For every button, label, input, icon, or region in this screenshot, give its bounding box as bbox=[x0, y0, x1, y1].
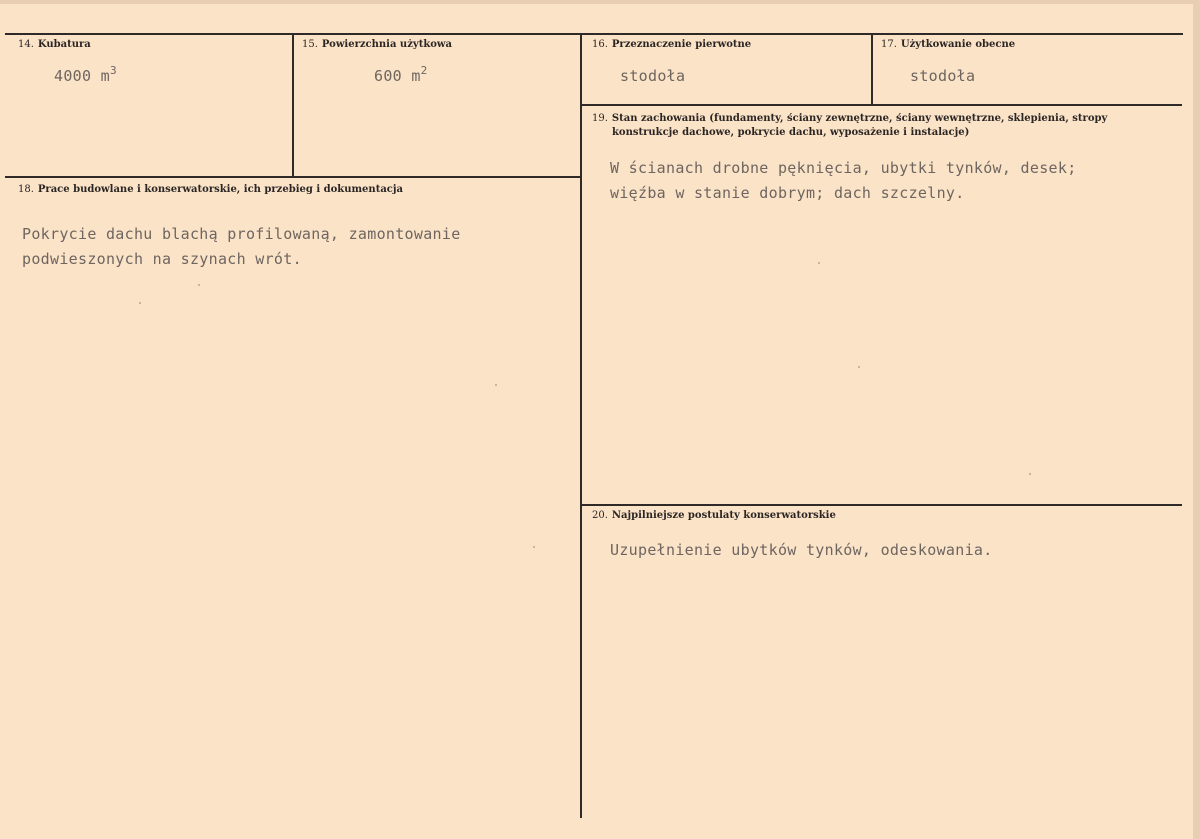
field-19-line1: W ścianach drobne pęknięcia, ubytki tynków, desek; bbox=[610, 159, 1077, 177]
field-19-line2: więźba w stanie dobrym; dach szczelny. bbox=[610, 184, 965, 202]
powierzchnia-value: 600 m bbox=[374, 67, 421, 85]
field-17-label bbox=[881, 38, 1015, 52]
paper-speck bbox=[495, 384, 497, 386]
field-20-label bbox=[592, 509, 836, 523]
field-20-line1: Uzupełnienie ubytków tynków, odeskowania. bbox=[610, 541, 993, 559]
powierzchnia-unit-exponent: 2 bbox=[420, 64, 428, 77]
field-14-value bbox=[54, 64, 117, 88]
field-15-value bbox=[374, 64, 428, 88]
paper-speck bbox=[139, 302, 141, 304]
field-14-number: 14. bbox=[18, 39, 34, 50]
field-20-number: 20. bbox=[592, 510, 608, 521]
field-19-label-line2: konstrukcje dachowe, pokrycie dachu, wyposażenie i instalacje) bbox=[612, 127, 970, 138]
paper-speck bbox=[198, 284, 200, 286]
field-15-title: Powierzchnia użytkowa bbox=[321, 39, 452, 50]
paper-speck bbox=[533, 546, 535, 548]
field-17-title: Użytkowanie obecne bbox=[900, 39, 1016, 50]
top-rule bbox=[5, 33, 1183, 35]
paper-speck bbox=[1029, 473, 1031, 475]
field-18-number: 18. bbox=[18, 184, 34, 195]
field-19-title-line1: Stan zachowania (fundamenty, ściany zewnętrzne, ściany wewnętrzne, sklepienia, stropy bbox=[611, 113, 1108, 124]
rule-above-field-18 bbox=[5, 176, 582, 178]
divider-14-15 bbox=[292, 34, 294, 176]
top-edge bbox=[0, 0, 1199, 4]
right-edge bbox=[1193, 0, 1199, 839]
field-17-value: stodoła bbox=[910, 67, 976, 85]
field-16-label bbox=[592, 38, 751, 52]
field-16-number: 16. bbox=[592, 39, 608, 50]
field-18-label bbox=[18, 183, 403, 197]
divider-16-17 bbox=[871, 34, 873, 105]
rule-above-field-19 bbox=[582, 104, 1182, 106]
field-16-value: stodoła bbox=[620, 67, 686, 85]
field-18-line2: podwieszonych na szynach wrót. bbox=[22, 250, 302, 268]
field-16-title: Przeznaczenie pierwotne bbox=[611, 39, 752, 50]
field-20-title: Najpilniejsze postulaty konserwatorskie bbox=[611, 510, 836, 521]
field-18-title: Prace budowlane i konserwatorskie, ich przebieg i dokumentacja bbox=[37, 184, 403, 195]
center-divider bbox=[580, 34, 582, 818]
field-17-number: 17. bbox=[881, 39, 897, 50]
field-19-label bbox=[592, 112, 1107, 126]
rule-above-field-20 bbox=[582, 504, 1182, 506]
field-14-label bbox=[18, 38, 91, 52]
field-15-number: 15. bbox=[302, 39, 318, 50]
paper-speck bbox=[818, 262, 820, 264]
kubatura-unit-exponent: 3 bbox=[110, 64, 117, 77]
field-18-line1: Pokrycie dachu blachą profilowaną, zamontowanie bbox=[22, 225, 461, 243]
field-19-number: 19. bbox=[592, 113, 608, 124]
field-14-title: Kubatura bbox=[37, 39, 91, 50]
paper-speck bbox=[858, 366, 860, 368]
kubatura-value: 4000 m bbox=[54, 67, 110, 85]
field-15-label bbox=[302, 38, 452, 52]
